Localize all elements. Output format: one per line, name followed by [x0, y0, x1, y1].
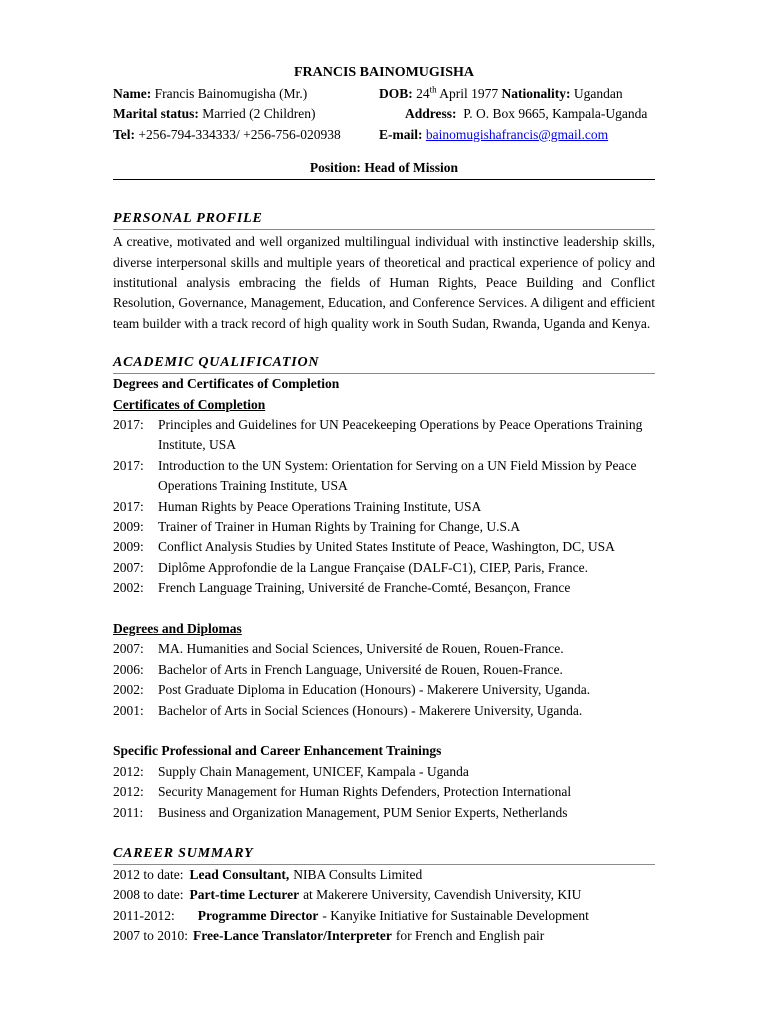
entry-year: 2007:: [113, 641, 144, 657]
list-item: [113, 762, 655, 782]
dob-suffix: th: [429, 84, 437, 95]
entry-description: Bachelor of Arts in Social Sciences (Honours) - Makerere University, Uganda.: [158, 702, 583, 718]
position-value: Head of Mission: [364, 160, 459, 176]
entry-year: 2017:: [113, 416, 144, 432]
list-item: [113, 558, 655, 578]
certificates-list: [113, 415, 655, 599]
trainings-list: [113, 762, 655, 823]
entry-description: Bachelor of Arts in French Language, Université de Rouen, Rouen-France.: [158, 661, 563, 677]
entry-year: 2001:: [113, 702, 144, 718]
entry-description: Post Graduate Diploma in Education (Honours) - Makerere University, Uganda.: [158, 682, 591, 698]
trainings-heading: Specific Professional and Career Enhancement Trainings: [113, 743, 442, 759]
contact-row-3: [113, 125, 655, 145]
career-organization: NIBA Consults Limited: [293, 867, 423, 883]
list-item: [113, 782, 655, 802]
tel-field: [113, 125, 379, 145]
entry-year: 2011:: [113, 804, 144, 820]
dob-day: 24: [416, 86, 430, 101]
entry-description: Human Rights by Peace Operations Training Institute, USA: [158, 498, 482, 514]
entry-year: 2006:: [113, 661, 144, 677]
entry-description: Principles and Guidelines for UN Peacekeeping Operations by Peace Operations Training Institute, USA: [158, 416, 643, 453]
spacer: [113, 599, 655, 619]
tel-value: +256-794-334333/ +256-756-020938: [138, 126, 341, 142]
entry-year: 2002:: [113, 682, 144, 698]
career-role: Part-time Lecturer: [189, 887, 300, 903]
career-item: [113, 865, 655, 885]
nationality-value: Ugandan: [573, 86, 623, 101]
list-item: [113, 680, 655, 700]
academic-subtitle: Degrees and Certificates of Completion: [113, 376, 340, 392]
header-divider: [113, 179, 655, 180]
position-line: [113, 158, 655, 178]
dob-field: [379, 84, 623, 104]
entry-year: 2017:: [113, 457, 144, 473]
address-value: P. O. Box 9665, Kampala-Uganda: [463, 106, 648, 122]
career-item: [113, 906, 655, 926]
list-item: [113, 537, 655, 557]
list-item: [113, 660, 655, 680]
entry-description: Supply Chain Management, UNICEF, Kampala - Uganda: [158, 763, 469, 779]
career-list: [113, 865, 655, 947]
career-date: 2011-2012:: [113, 907, 175, 923]
entry-year: 2007:: [113, 559, 144, 575]
profile-paragraph: A creative, motivated and well organized multilingual individual with instinctive leadership skills, diverse interpersonal skills and multiple years of theoretical and practical experience of policy and institutional analysis embracing the fields of Human Rights, Peace Building and Conflict Resolution, Governance, Management, Education, and Conference Services. A diligent and efficient team builder with a track record of high quality work in South Sudan, Rwanda, Uganda and Kenya.: [113, 234, 655, 331]
position-label: Position:: [309, 160, 361, 176]
entry-description: Conflict Analysis Studies by United States Institute of Peace, Washington, DC, USA: [158, 539, 615, 555]
entry-description: Security Management for Human Rights Defenders, Protection International: [158, 784, 572, 800]
email-field: [379, 125, 608, 145]
address-label: Address:: [405, 106, 457, 122]
entry-year: 2017:: [113, 498, 144, 514]
contact-row-1: [113, 84, 655, 104]
career-role: Lead Consultant,: [189, 867, 290, 883]
name-field: [113, 84, 379, 104]
list-item: [113, 456, 655, 497]
entry-description: MA. Humanities and Social Sciences, Université de Rouen, Rouen-France.: [158, 641, 564, 657]
career-date: 2008 to date:: [113, 887, 184, 903]
entry-year: 2009:: [113, 539, 144, 555]
marital-label: Marital status:: [113, 106, 199, 122]
dob-rest: April 1977: [439, 86, 499, 101]
resume-name-title: FRANCIS BAINOMUGISHA: [293, 65, 475, 80]
email-link[interactable]: bainomugishafrancis@gmail.com: [425, 126, 609, 142]
career-date: 2007 to 2010:: [113, 928, 189, 944]
entry-year: 2009:: [113, 519, 144, 535]
certificates-heading: Certificates of Completion: [113, 396, 266, 412]
list-item: [113, 578, 655, 598]
name-value: Francis Bainomugisha (Mr.): [154, 86, 308, 101]
entry-description: Diplôme Approfondie de la Langue Française (DALF-C1), CIEP, Paris, France.: [158, 559, 589, 575]
career-date: 2012 to date:: [113, 867, 184, 883]
entry-description: Trainer of Trainer in Human Rights by Training for Change, U.S.A: [158, 519, 521, 535]
name-label: Name:: [113, 86, 152, 101]
list-item: [113, 415, 655, 456]
marital-value: Married (2 Children): [202, 106, 316, 122]
resume-content: [113, 62, 655, 947]
career-organization: at Makerere University, Cavendish University, KIU: [303, 887, 582, 903]
dob-label: DOB:: [379, 86, 413, 101]
entry-description: Business and Organization Management, PUM Senior Experts, Netherlands: [158, 804, 568, 820]
career-organization: for French and English pair: [395, 928, 545, 944]
degrees-list: [113, 639, 655, 721]
list-item: [113, 639, 655, 659]
section-title-personal-profile: PERSONAL PROFILE: [113, 208, 655, 230]
section-title-career-summary: CAREER SUMMARY: [113, 843, 655, 865]
section-title-academic-qualification: ACADEMIC QUALIFICATION: [113, 352, 655, 374]
email-label: E-mail:: [379, 126, 423, 142]
marital-field: [113, 104, 379, 124]
career-item: [113, 926, 655, 946]
entry-year: 2012:: [113, 763, 144, 779]
list-item: [113, 701, 655, 721]
tel-label: Tel:: [113, 126, 136, 142]
spacer: [113, 721, 655, 741]
list-item: [113, 497, 655, 517]
entry-description: Introduction to the UN System: Orientation for Serving on a UN Field Mission by Peace Operations Training Institute, USA: [158, 457, 637, 494]
career-organization: - Kanyike Initiative for Sustainable Development: [322, 907, 589, 923]
entry-description: French Language Training, Université de Franche-Comté, Besançon, France: [158, 580, 571, 596]
career-item: [113, 885, 655, 905]
degrees-heading: Degrees and Diplomas: [113, 621, 242, 637]
entry-year: 2012:: [113, 784, 144, 800]
address-field: [379, 104, 647, 124]
nationality-label: Nationality:: [501, 86, 571, 101]
career-role: Free-Lance Translator/Interpreter: [193, 928, 392, 944]
career-role: Programme Director: [197, 907, 319, 923]
list-item: [113, 803, 655, 823]
list-item: [113, 517, 655, 537]
contact-row-2: [113, 104, 655, 124]
entry-year: 2002:: [113, 580, 144, 596]
